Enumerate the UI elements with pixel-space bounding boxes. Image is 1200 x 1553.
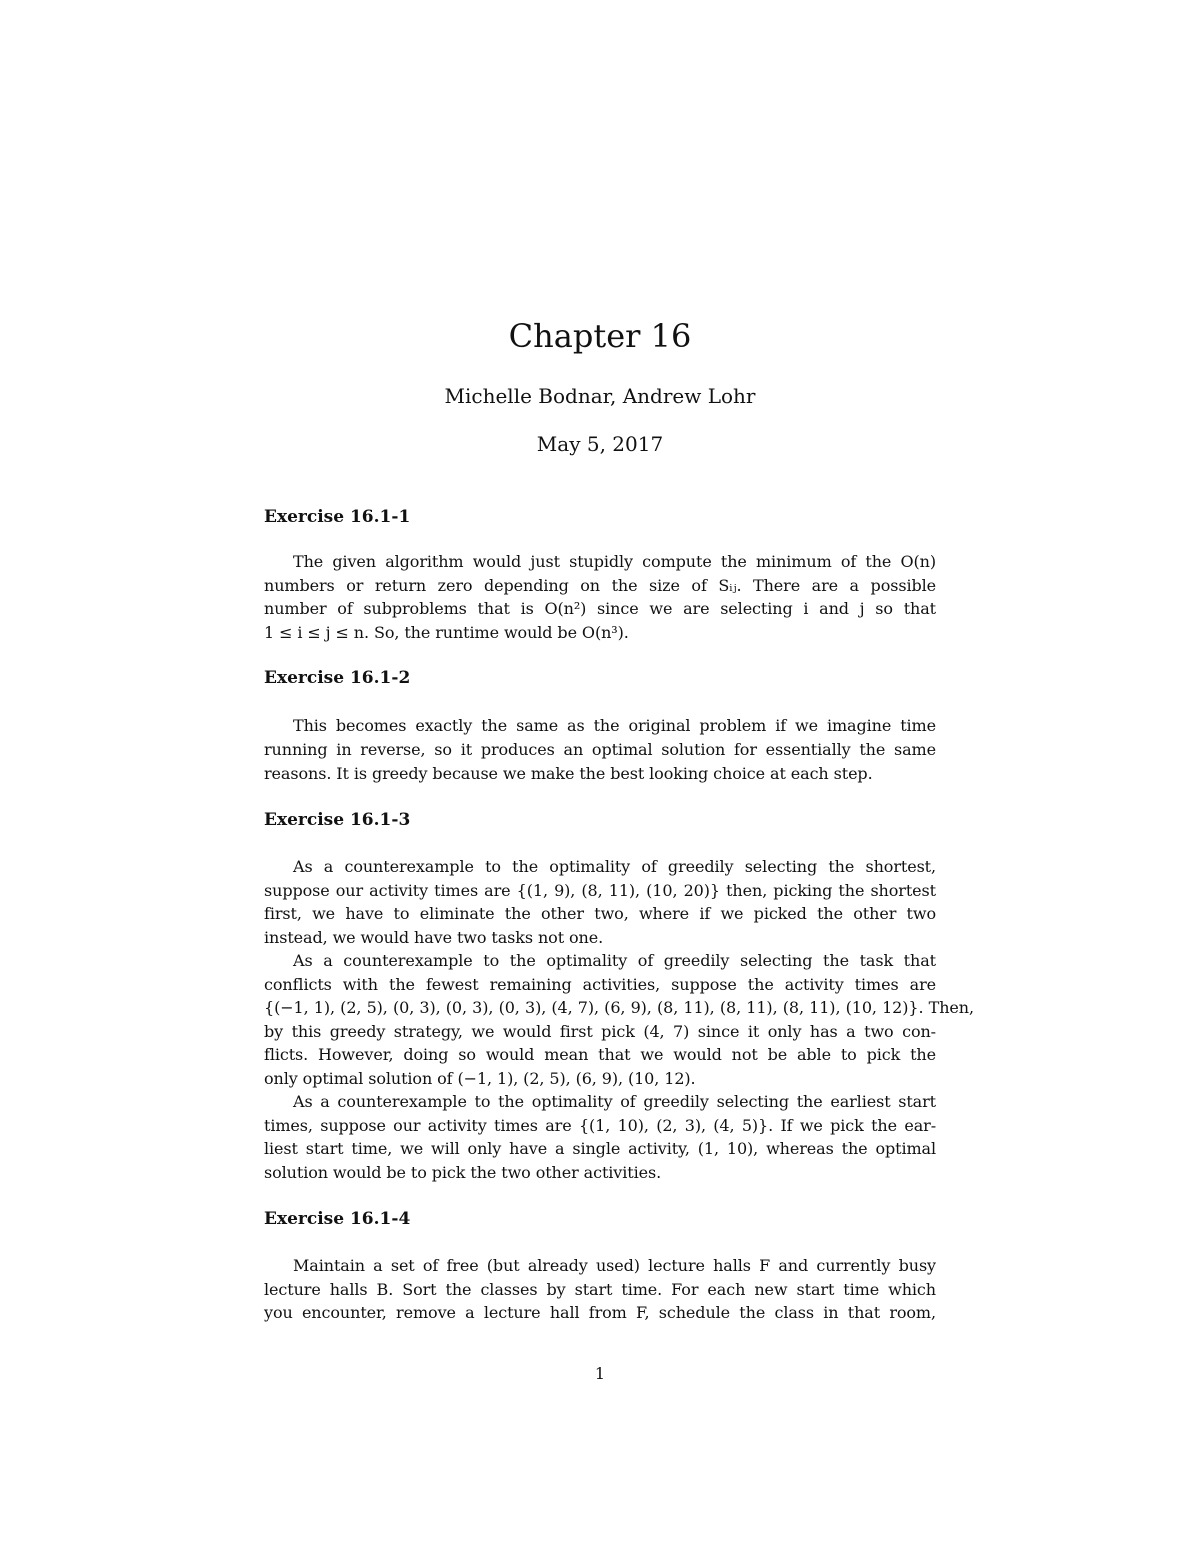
text-line: This becomes exactly the same as the original problem if we imagine time — [293, 716, 936, 735]
text-line: only optimal solution of (−1, 1), (2, 5), (6, 9), (10, 12). — [264, 1069, 696, 1088]
authors: Michelle Bodnar, Andrew Lohr — [444, 384, 756, 408]
text-line: by this greedy strategy, we would first pick (4, 7) since it only has a two con- — [264, 1022, 936, 1041]
date: May 5, 2017 — [536, 432, 664, 456]
text-line: The given algorithm would just stupidly compute the minimum of the O(n) — [293, 552, 936, 571]
text-line: Maintain a set of free (but already used) lecture halls F and currently busy — [293, 1256, 936, 1275]
page-number: 1 — [594, 1364, 606, 1383]
section-heading: Exercise 16.1-2 — [264, 668, 411, 688]
text-line: numbers or return zero depending on the size of Sᵢⱼ. There are a possible — [264, 576, 936, 595]
text-line: As a counterexample to the optimality of greedily selecting the earliest start — [293, 1092, 936, 1111]
text-line: conflicts with the fewest remaining activities, suppose the activity times are — [264, 975, 936, 994]
text-line: solution would be to pick the two other activities. — [264, 1163, 662, 1182]
section-heading: Exercise 16.1-1 — [264, 507, 411, 527]
text-line: instead, we would have two tasks not one. — [264, 928, 604, 947]
text-line: running in reverse, so it produces an optimal solution for essentially the same — [264, 740, 936, 759]
text-line: times, suppose our activity times are {(1, 10), (2, 3), (4, 5)}. If we pick the ear- — [264, 1116, 936, 1135]
text-line: As a counterexample to the optimality of greedily selecting the task that — [293, 951, 936, 970]
text-line: {(−1, 1), (2, 5), (0, 3), (0, 3), (0, 3), (4, 7), (6, 9), (8, 11), (8, 11), (8, 11), (10, 12)}. Then, — [264, 998, 974, 1017]
text-line: flicts. However, doing so would mean that we would not be able to pick the — [264, 1045, 936, 1064]
text-line: you encounter, remove a lecture hall from F, schedule the class in that room, — [264, 1303, 936, 1322]
text-line: 1 ≤ i ≤ j ≤ n. So, the runtime would be O(n³). — [264, 623, 629, 642]
section-heading: Exercise 16.1-3 — [264, 810, 411, 830]
text-line: number of subproblems that is O(n²) since we are selecting i and j so that — [264, 599, 936, 618]
text-line: As a counterexample to the optimality of greedily selecting the shortest, — [293, 857, 936, 876]
text-line: first, we have to eliminate the other two, where if we picked the other two — [264, 904, 936, 923]
text-line: reasons. It is greedy because we make the best looking choice at each step. — [264, 764, 873, 783]
section-heading: Exercise 16.1-4 — [264, 1209, 411, 1229]
page-title: Chapter 16 — [508, 317, 692, 355]
text-line: suppose our activity times are {(1, 9), (8, 11), (10, 20)} then, picking the shortest — [264, 881, 936, 900]
text-line: lecture halls B. Sort the classes by start time. For each new start time which — [264, 1280, 936, 1299]
text-line: liest start time, we will only have a single activity, (1, 10), whereas the optimal — [264, 1139, 936, 1158]
